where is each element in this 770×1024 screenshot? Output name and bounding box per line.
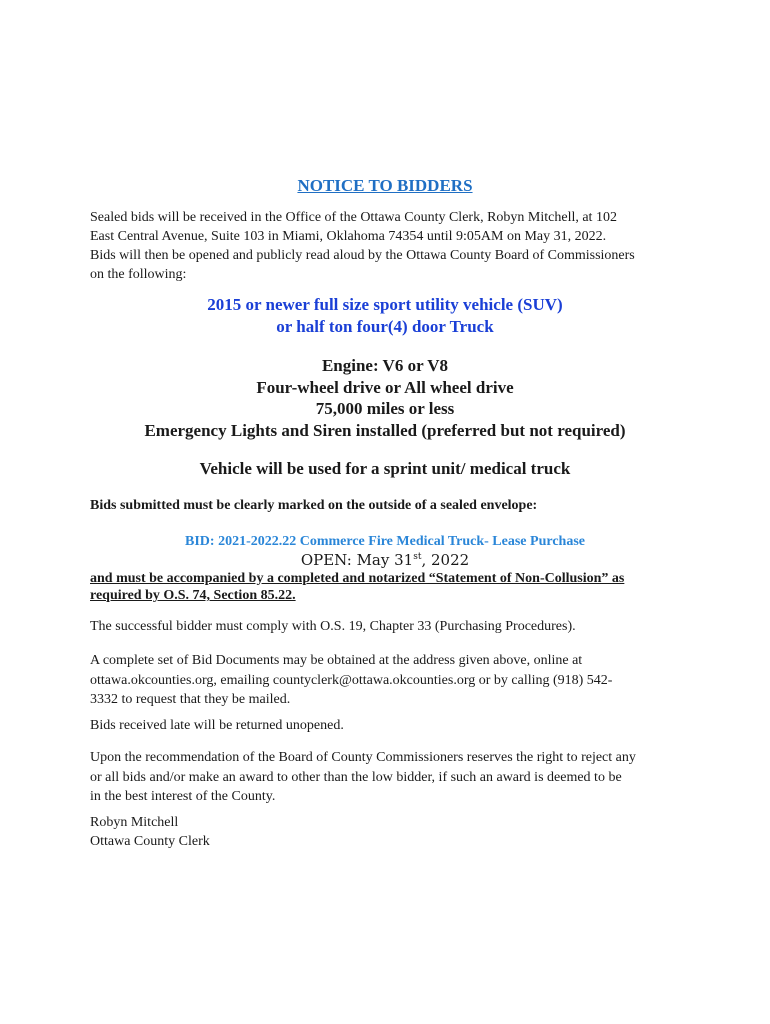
non-collusion-requirement — [90, 570, 690, 604]
bid-identifier: BID: 2021-2022.22 Commerce Fire Medical Truck- Lease Purchase — [185, 534, 585, 549]
open-date-year: , 2022 — [421, 551, 470, 569]
page-title: NOTICE TO BIDDERS — [297, 176, 473, 195]
documents-line: ottawa.okcounties.org, emailing countyclerk@ottawa.okcounties.org or by calling (918) 542- — [90, 672, 613, 688]
vehicle-heading — [0, 294, 770, 338]
spec-engine: Engine: V6 or V8 — [321, 356, 449, 375]
open-date-suffix: st — [413, 552, 422, 562]
signer-name: Robyn Mitchell — [90, 815, 179, 830]
documents-paragraph — [90, 651, 690, 710]
vehicle-heading-line: 2015 or newer full size sport utility vehicle (SUV) — [207, 295, 563, 314]
spec-mileage: 75,000 miles or less — [315, 399, 455, 418]
open-date — [0, 551, 770, 569]
documents-line: A complete set of Bid Documents may be obtained at the address given above, online at — [90, 653, 583, 668]
late-bids-paragraph: Bids received late will be returned unopened. — [90, 718, 344, 733]
reject-line: in the best interest of the County. — [90, 789, 276, 804]
signature-block — [90, 813, 490, 851]
reject-line: Upon the recommendation of the Board of County Commissioners reserves the right to reject any — [90, 750, 636, 765]
vehicle-usage: Vehicle will be used for a sprint unit/ medical truck — [199, 459, 571, 478]
intro-line: East Central Avenue, Suite 103 in Miami, Oklahoma 74354 until 9:05AM on May 31, 2022. — [90, 229, 607, 244]
collusion-line: required by O.S. 74, Section 85.22. — [90, 588, 296, 603]
marking-instruction: Bids submitted must be clearly marked on the outside of a sealed envelope: — [90, 498, 538, 513]
intro-line: on the following: — [90, 267, 187, 282]
spec-drive: Four-wheel drive or All wheel drive — [256, 377, 514, 397]
intro-line: Bids will then be opened and publicly read aloud by the Ottawa County Board of Commissioners — [90, 248, 635, 263]
spec-lights: Emergency Lights and Siren installed (preferred but not required) — [144, 420, 626, 440]
open-date-prefix: OPEN: May 31 — [300, 551, 414, 569]
reject-line: or all bids and/or make an award to other than the low bidder, if such an award is deemed to be — [90, 769, 622, 785]
compliance-paragraph: The successful bidder must comply with O.S. 19, Chapter 33 (Purchasing Procedures). — [90, 619, 576, 634]
documents-line: 3332 to request that they be mailed. — [90, 692, 291, 707]
vehicle-heading-line: or half ton four(4) door Truck — [276, 317, 494, 336]
collusion-line: and must be accompanied by a completed and notarized “Statement of Non-Collusion” as — [90, 571, 625, 586]
intro-line: Sealed bids will be received in the Office of the Ottawa County Clerk, Robyn Mitchell, at 102 — [90, 210, 617, 225]
vehicle-specs — [0, 355, 770, 441]
intro-paragraph — [90, 208, 690, 284]
reject-paragraph — [90, 748, 690, 807]
signer-title: Ottawa County Clerk — [90, 834, 210, 849]
